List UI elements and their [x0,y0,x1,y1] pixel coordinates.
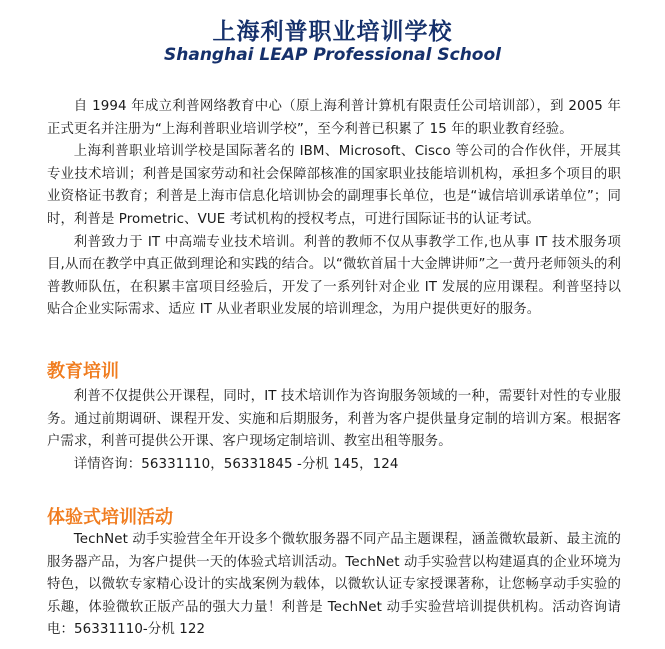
page-subtitle: Shanghai LEAP Professional School [164,45,501,65]
education-paragraph: 利普不仅提供公开课程，同时，IT 技术培训作为咨询服务领域的一种，需要针对性的专业服务。通过前期调研、课程开发、实施和后期服务，利普为客户提供量身定制的培训方案。根据客户需求，利普可提供公开课、客户现场定制培训、教室出租等服务。 [47,389,621,450]
intro-section [47,96,621,322]
experiential-paragraph: TechNet 动手实验营全年开设多个微软服务器不同产品主题课程，涵盖微软最新、最主流的服务器产品，为客户提供一天的体验式培训活动。TechNet 动手实验营以构建逼真的企业环境为特色，以微软专家精心设计的实战案例为载体，以微软认证专家授课著称，让您畅享动手实验的乐趣，体验微软正版产品的强大力量！利普是 TechNet 动手实验营培训提供机构。活动咨询请电：56331110-分机 122 [47,532,621,638]
intro-paragraph: 利普致力于 IT 中高端专业技术培训。利普的教师不仅从事教学工作,也从事 IT 技术服务项目,从而在教学中真正做到理论和实践的结合。以“微软首届十大金牌讲师”之一黄丹老师领头的利普教师队伍，在积累丰富项目经验后，开发了一系列针对企业 IT 发展的应用课程。利普坚持以贴合企业实际需求、适应 IT 从业者职业发展的培训理念，为用户提供更好的服务。 [47,234,621,318]
section-heading-experiential-training: 体验式培训活动 [47,507,173,528]
education-section-body [47,386,621,476]
intro-paragraph: 自 1994 年成立利普网络教育中心（原上海利普计算机有限责任公司培训部），到 2005 年正式更名并注册为“上海利普职业培训学校”，至今利普已积累了 15 年的职业教育经验。 [47,99,621,137]
education-contact: 详情咨询：56331110，56331845 -分机 145，124 [73,456,399,472]
intro-paragraph: 上海利普职业培训学校是国际著名的 IBM、Microsoft、Cisco 等公司的合作伙伴，开展其专业技术培训；利普是国家劳动和社会保障部核准的国家职业技能培训机构，承担多个项目的职业资格证书教育；利普是上海市信息化培训协会的副理事长单位，也是“诚信培训承诺单位”；同时，利普是 Prometric、VUE 考试机构的授权考点，可进行国际证书的认证考试。 [47,144,621,227]
section-heading-education: 教育培训 [47,361,119,382]
experiential-section-body [47,529,621,642]
page-title: 上海利普职业培训学校 [212,19,453,46]
